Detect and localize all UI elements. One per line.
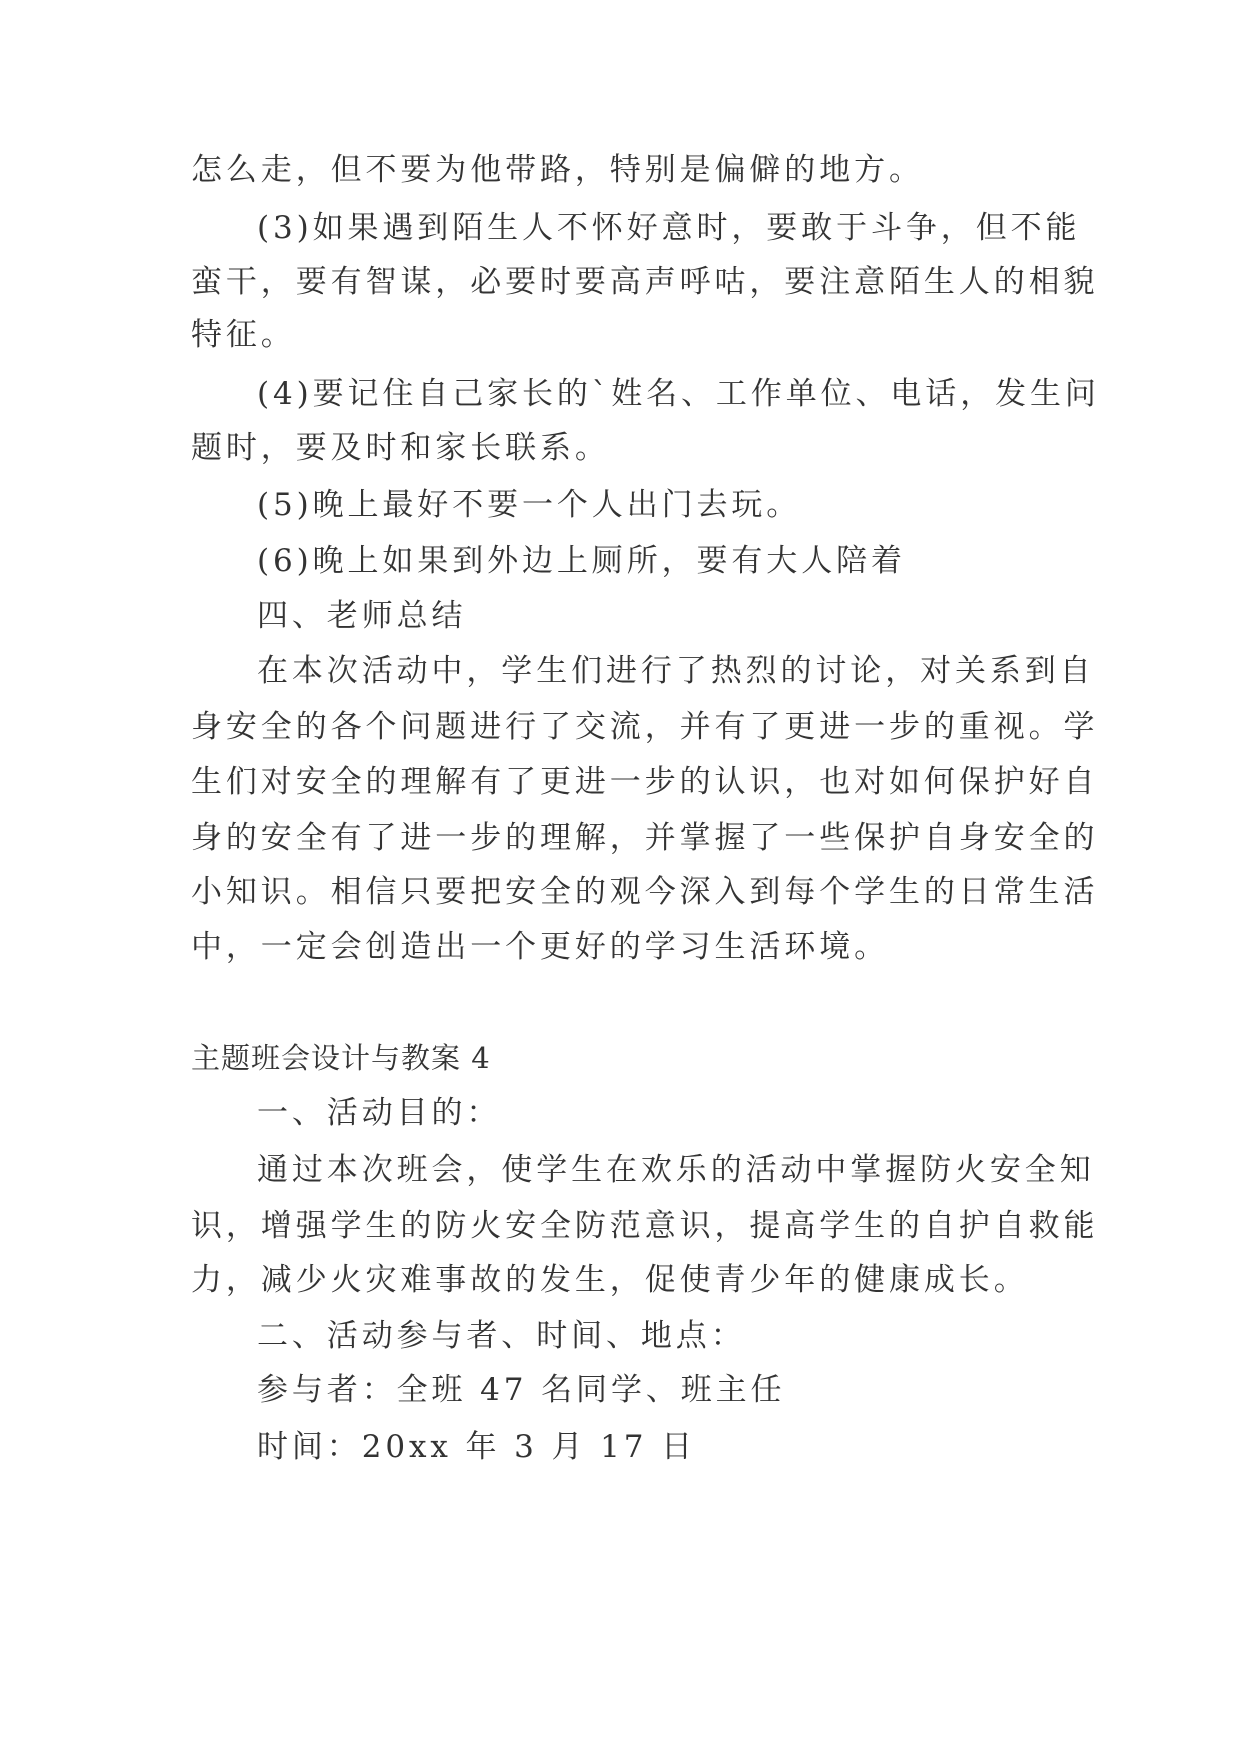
section-heading: 四、老师总结 [257,598,467,634]
paragraph-line: (4)要记住自己家长的`姓名、工作单位、电话，发生问 [257,376,1100,412]
paragraph-line: 怎么走，但不要为他带路，特别是偏僻的地方。 [191,152,924,188]
paragraph-line: 通过本次班会，使学生在欢乐的活动中掌握防火安全知 [257,1152,1095,1188]
paragraph-line: 特征。 [191,317,296,353]
paragraph-line: 中，一定会创造出一个更好的学习生活环境。 [191,929,889,965]
paragraph-line: 题时，要及时和家长联系。 [191,430,610,466]
document-title: 主题班会设计与教案 4 [191,1041,491,1075]
paragraph-line: (6)晚上如果到外边上厕所，要有大人陪着 [257,543,906,579]
paragraph-line: 生们对安全的理解有了更进一步的认识，也对如何保护好自 [191,764,1099,800]
section-heading: 二、活动参与者、时间、地点： [257,1318,746,1354]
paragraph-line: 蛮干，要有智谋，必要时要高声呼咕，要注意陌生人的相貌 [191,264,1099,300]
paragraph-line: (5)晚上最好不要一个人出门去玩。 [257,487,802,523]
paragraph-line: (3)如果遇到陌生人不怀好意时，要敢于斗争，但不能 [257,210,1081,246]
paragraph-line: 身的安全有了进一步的理解，并掌握了一些保护自身安全的 [191,820,1099,856]
paragraph-line: 身安全的各个问题进行了交流，并有了更进一步的重视。学 [191,709,1099,745]
paragraph-line: 力，减少火灾难事故的发生，促使青少年的健康成长。 [191,1262,1029,1298]
paragraph-line: 识，增强学生的防火安全防范意识，提高学生的自护自救能 [191,1208,1099,1244]
paragraph-line: 在本次活动中，学生们进行了热烈的讨论，对关系到自 [257,653,1095,689]
section-heading: 一、活动目的： [257,1095,502,1131]
paragraph-line: 参与者：全班 47 名同学、班主任 [257,1372,786,1408]
paragraph-line: 小知识。相信只要把安全的观今深入到每个学生的日常生活 [191,874,1099,910]
paragraph-line: 时间：20xx 年 3 月 17 日 [257,1429,697,1465]
